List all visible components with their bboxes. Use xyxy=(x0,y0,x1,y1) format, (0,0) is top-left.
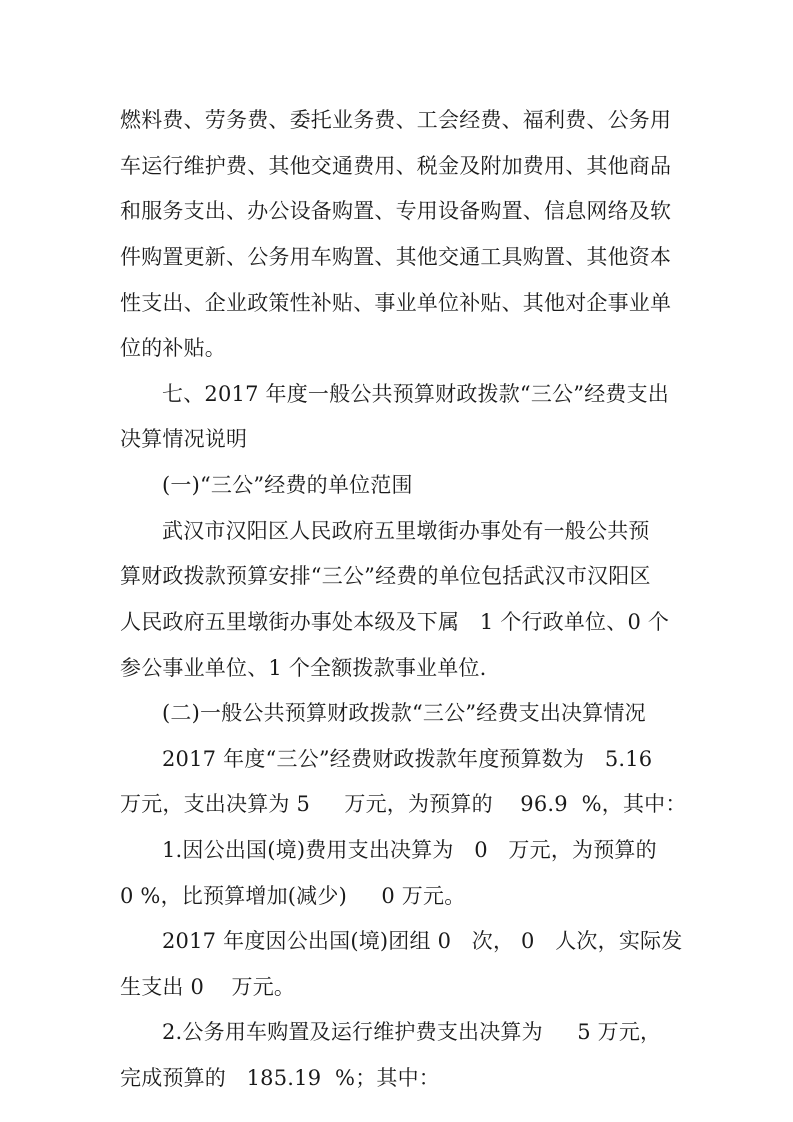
body-line: 武汉市汉阳区人民政府五里墩街办事处有一般公共预 xyxy=(162,519,650,543)
body-line: 和服务支出、办公设备购置、专用设备购置、信息网络及软 xyxy=(120,199,672,223)
body-line: 2.公务用车购置及运行维护费支出决算为 5 万元， xyxy=(162,1020,662,1044)
body-line: 性支出、企业政策性补贴、事业单位补贴、其他对企事业单 xyxy=(120,291,672,315)
body-line: 算财政拨款预算安排“三公”经费的单位包括武汉市汉阳区 xyxy=(120,564,651,588)
body-line: 1.因公出国(境)费用支出决算为 0 万元，为预算的 xyxy=(162,838,657,862)
body-line: 完成预算的 185.19 %；其中： xyxy=(120,1066,441,1090)
body-line: 万元，支出决算为 5 万元，为预算的 96.9 %，其中： xyxy=(120,792,687,816)
body-line: 燃料费、劳务费、委托业务费、工会经费、福利费、公务用 xyxy=(120,108,672,132)
body-line: 2017 年度因公出国(境)团组 0 次， 0 人次，实际发 xyxy=(162,929,683,953)
body-line: 人民政府五里墩街办事处本级及下属 1 个行政单位、0 个 xyxy=(120,610,670,634)
body-line: 生支出 0 万元。 xyxy=(120,975,296,999)
section-heading: 七、2017 年度一般公共预算财政拨款“三公”经费支出 xyxy=(162,382,669,406)
body-line: 2017 年度“三公”经费财政拨款年度预算数为 5.16 xyxy=(162,747,653,771)
body-line: 参公事业单位、1 个全额拨款事业单位. xyxy=(120,656,487,680)
body-line: 位的补贴。 xyxy=(120,336,226,360)
section-heading-cont: 决算情况说明 xyxy=(120,427,248,451)
subsection-heading: (一)“三公”经费的单位范围 xyxy=(162,473,413,497)
subsection-heading: (二)一般公共预算财政拨款“三公”经费支出决算情况 xyxy=(162,701,646,725)
body-line: 件购置更新、公务用车购置、其他交通工具购置、其他资本 xyxy=(120,245,672,269)
body-line: 车运行维护费、其他交通费用、税金及附加费用、其他商品 xyxy=(120,154,672,178)
body-line: 0 %，比预算增加(减少) 0 万元。 xyxy=(120,884,466,908)
